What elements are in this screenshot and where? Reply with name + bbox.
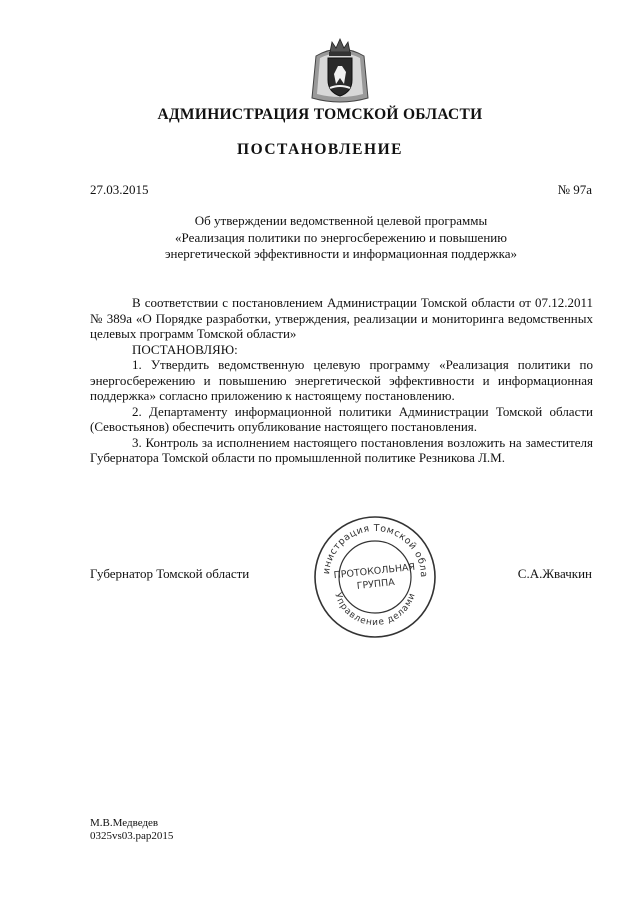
clause-3: 3. Контроль за исполнением настоящего постановления возложить на заместителя Губернатора Томской области по промышленной политике Резникова Л.М. xyxy=(90,434,593,465)
resolve-heading: ПОСТАНОВЛЯЮ: xyxy=(132,341,238,357)
stamp-bottom-text: Управление делами xyxy=(332,591,418,629)
stamp-center-text: ГРУППА xyxy=(356,576,396,592)
subject-line: энергетической эффективности и информационная поддержка» xyxy=(164,246,518,261)
clause-2: 2. Департаменту информационной политики Администрации Томской области (Севостьянов) обеспечить опубликование настоящего постановления. xyxy=(90,403,593,434)
organization-title: АДМИНИСТРАЦИЯ ТОМСКОЙ ОБЛАСТИ xyxy=(157,106,483,123)
stamp-center-text: ПРОТОКОЛЬНАЯ xyxy=(333,561,416,582)
document-subject xyxy=(90,213,592,263)
document-type: ПОСТАНОВЛЕНИЕ xyxy=(237,141,403,158)
document-body xyxy=(90,295,593,466)
subject-line: «Реализация политики по энергосбережению и повышению xyxy=(175,229,507,245)
preamble-paragraph: В соответствии с постановлением Администрации Томской области от 07.12.2011 № 389а «О Порядке разработки, утверждения, реализации и мониторинга ведомственных целевых программ Томской области» xyxy=(90,295,593,341)
document-date: 27.03.2015 xyxy=(90,182,149,197)
document-number: № 97а xyxy=(557,182,592,197)
file-code: 0325vs03.pap2015 xyxy=(90,830,174,842)
stamp-ring-text: инистрация Томской обла xyxy=(321,522,430,578)
subject-line: Об утверждении ведомственной целевой программы xyxy=(194,213,488,228)
coat-of-arms-icon xyxy=(310,36,370,108)
executor-name: М.В.Медведев xyxy=(90,817,159,829)
footer xyxy=(90,817,173,843)
signatory-name: С.А.Жвачкин xyxy=(517,566,592,581)
signatory-title: Губернатор Томской области xyxy=(90,566,250,581)
clause-1: 1. Утвердить ведомственную целевую программу «Реализация политики по энергосбережению и повышению энергетической эффективности и информационная поддержка» согласно приложению к настоящему постановлению. xyxy=(90,357,593,403)
protocol-stamp xyxy=(312,514,438,640)
